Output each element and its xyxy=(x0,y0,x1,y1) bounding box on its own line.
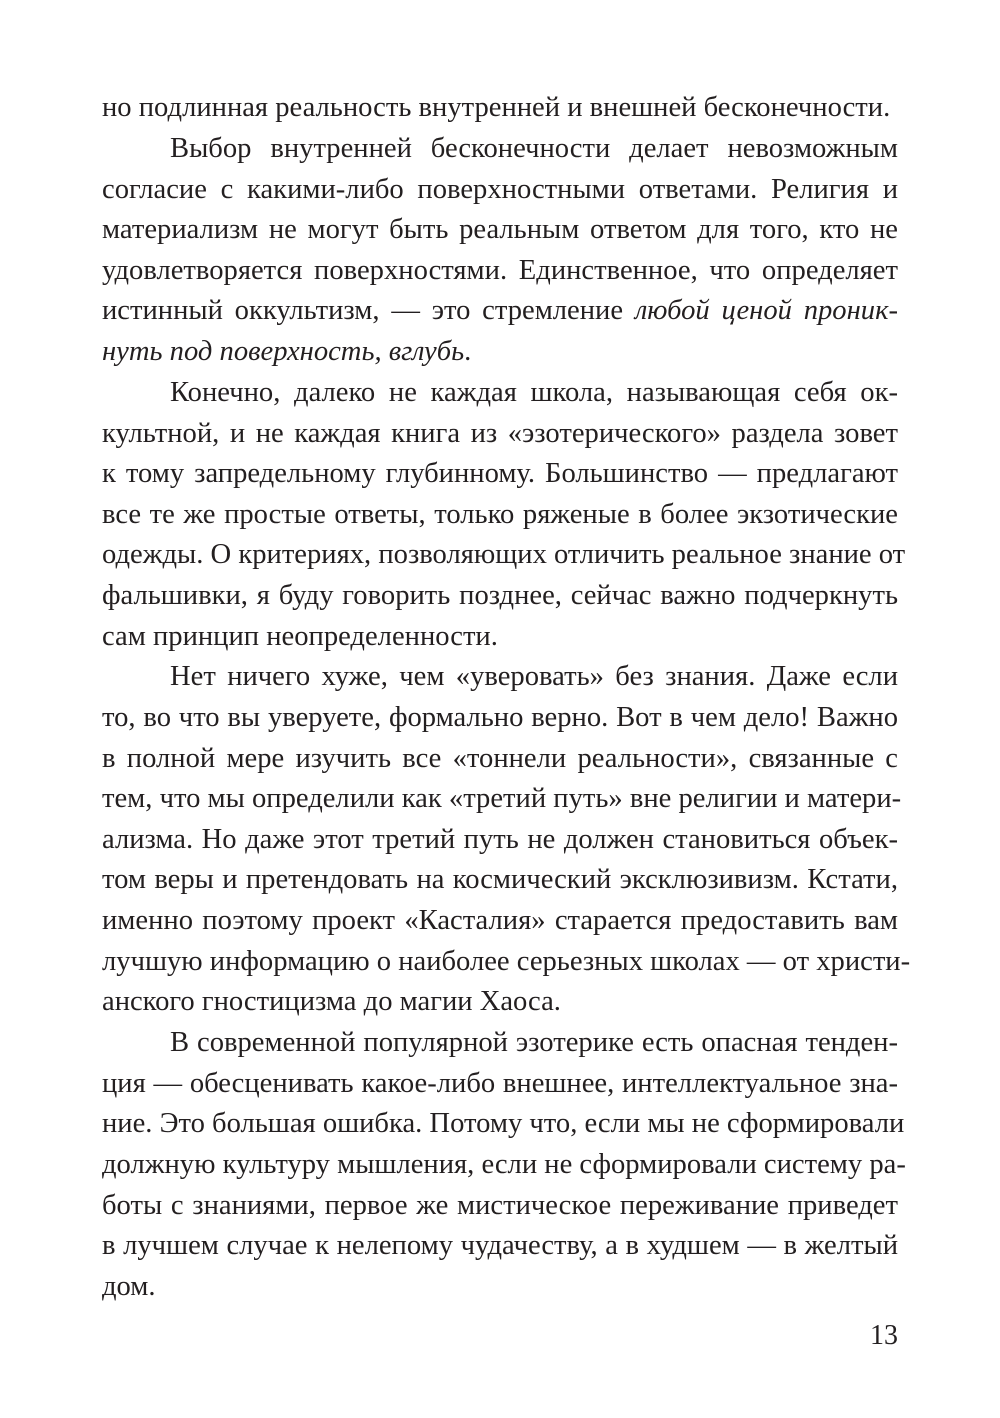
page-number: 13 xyxy=(870,1320,898,1351)
text-line: удовлетворяется поверхностями. Единственное, что определяет xyxy=(102,254,898,286)
text-span: истинный оккультизм, — это стремление xyxy=(102,295,635,327)
text-line: Нет ничего хуже, чем «уверовать» без знания. Даже если xyxy=(170,661,898,693)
text-line: все те же простые ответы, только ряженые в более экзотические xyxy=(102,498,898,530)
text-line: согласие с какими-либо поверхностными ответами. Религия и xyxy=(102,173,898,205)
text-line: именно поэтому проект «Касталия» старается предоставить вам xyxy=(102,905,898,937)
italic-emphasis: нуть под поверхность, вглубь xyxy=(102,335,465,367)
text-line: в лучшем случае к нелепому чудачеству, а в худшем — в желтый xyxy=(102,1230,898,1262)
text-line: Выбор внутренней бесконечности делает невозможным xyxy=(170,132,898,164)
text-line: лучшую информацию о наиболее серьезных школах — от христи- xyxy=(102,945,911,977)
text-line: культной, и не каждая книга из «эзотерического» раздела зовет xyxy=(102,417,898,449)
text-line: Конечно, далеко не каждая школа, называющая себя ок- xyxy=(170,376,898,408)
body-text xyxy=(102,88,911,1307)
text-line xyxy=(102,291,898,332)
text-line: одежды. О критериях, позволяющих отличить реальное знание от xyxy=(102,539,906,571)
text-line: том веры и претендовать на космический эксклюзивизм. Кстати, xyxy=(102,864,898,896)
text-line: в полной мере изучить все «тоннели реальности», связанные с xyxy=(102,742,898,774)
text-line: тем, что мы определили как «третий путь» вне религии и матери- xyxy=(102,783,902,815)
text-line: сам принцип неопределенности. xyxy=(102,620,498,652)
text-line: боты с знаниями, первое же мистическое переживание приведет xyxy=(102,1189,898,1221)
text-line: дом. xyxy=(102,1270,156,1302)
text-span: . xyxy=(464,335,472,367)
text-line: фальшивки, я буду говорить позднее, сейчас важно подчеркнуть xyxy=(102,579,898,611)
text-line: к тому запредельному глубинному. Большинство — предлагают xyxy=(102,458,898,490)
text-line: ализма. Но даже этот третий путь не должен становиться объек- xyxy=(102,823,898,855)
text-line: анского гностицизма до магии Хаоса. xyxy=(102,986,561,1018)
text-line: то, во что вы уверуете, формально верно. Вот в чем дело! Важно xyxy=(102,702,898,734)
text-line: должную культуру мышления, если не сформировали систему ра- xyxy=(102,1149,906,1180)
text-line xyxy=(102,332,898,373)
text-line: В современной популярной эзотерике есть опасная тенден- xyxy=(170,1027,898,1059)
text-line: материализм не могут быть реальным ответом для того, кто не xyxy=(102,214,898,246)
text-line: ние. Это большая ошибка. Потому что, если мы не сформировали xyxy=(102,1108,905,1140)
text-line: ция — обесценивать какое-либо внешнее, интеллектуальное зна- xyxy=(102,1067,898,1099)
italic-emphasis: любой ценой проник- xyxy=(634,295,898,327)
text-line: но подлинная реальность внутренней и внешней бесконечности. xyxy=(102,92,891,123)
